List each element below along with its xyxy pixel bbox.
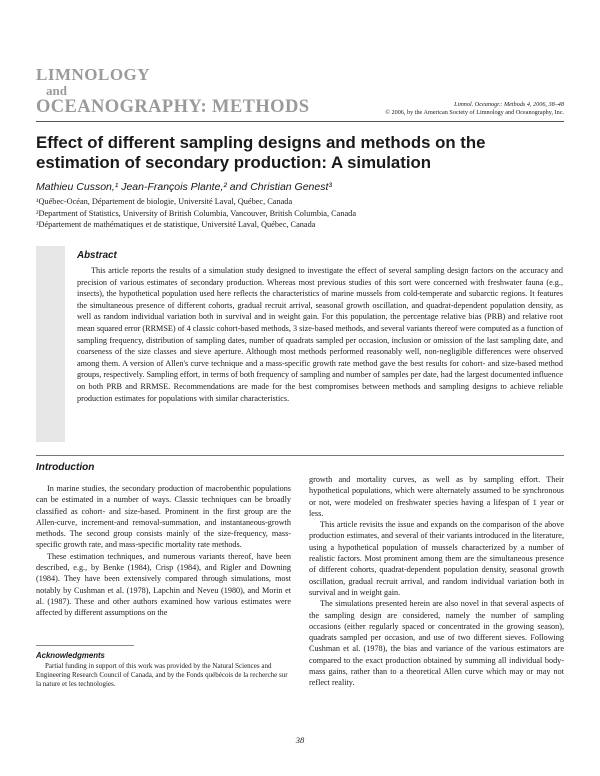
acknowledgments [36,651,288,689]
acknowledgments-text: Partial funding in support of this work was provided by the Natural Sciences and Engineering Research Council of Canada, and by the Fonds québécois de la recherche sur la nature et les technologies. [36,662,288,688]
article-title: Effect of different sampling designs and methods on the estimation of secondary production: A simulation [36,133,486,172]
affiliations [36,196,356,231]
journal-logo [36,66,309,117]
intro-paragraph: growth and mortality curves, as well as by sampling effort. Their hypothetical populations, which were alternately assumed to be synchronous or not, were modeled on freshwater species having a lifespan of 1 year or less. [309,475,564,518]
left-column [36,483,291,619]
affiliation-1: ¹Québec-Océan, Département de biologie, Université Laval, Québec, Canada [36,197,293,206]
citation-reference: Limnol. Oceanogr.: Methods 4, 2006, 38–48 [454,101,564,108]
copyright-notice: © 2006, by the American Society of Limnology and Oceanography, Inc. [385,109,564,116]
page-number: 38 [295,735,305,745]
right-column [309,474,564,689]
author-list: Mathieu Cusson,¹ Jean-François Plante,² and Christian Genest³ [36,181,332,193]
abstract-divider [36,455,564,456]
journal-name-line1: LIMNOLOGY [36,65,151,84]
citation-block [385,101,564,117]
intro-paragraph: This article revisits the issue and expands on the comparison of the above production estimates, and several of their variants introduced in the literature, using a hypothetical population of mussels characterized by a number of realistic factors. Most prominent among them are the simultaneous presence of different cohorts, quadrat-dependent population density, seasonal growth oscillation, gradual recruit arrival, and random individual variation both in survival and in weight gain. [309,520,564,597]
journal-name-line2: and [46,83,67,98]
intro-paragraph: These estimation techniques, and numerous variants thereof, have been described, e.g., by Benke (1984), Crisp (1984), and Rigler and Downing (1984). They have been extensively compared through simulations, most notably by Cushman et al. (1978), Lapchin and Neveu (1980), and Morin et al. (1987). These and other authors examined how various estimates were affected by different assumptions on the [36,551,291,618]
header-divider [36,121,564,122]
acknowledgments-heading: Acknowledgments [36,651,105,660]
intro-paragraph: In marine studies, the secondary production of macrobenthic populations can be estimated in a number of ways. Classic techniques can be broadly classified as cohort- and size-based. Prominent in the first group are the Allen-curve, increment-and removal-summation, and instantaneous-growth methods. The second group consists mainly of the size-frequency, mass-specific growth rate, and mass-specific mortality rate methods. [36,484,291,550]
intro-paragraph: The simulations presented herein are also novel in that several aspects of the sampling design are considered, namely the number of sampling occasions (either regularly spaced or concentrated in the growing season), quadrats sampled per occasion, and use of two different sieves. Following Cushman et al. (1978), the bias and variance of the various estimators are compared to the exact production obtained by summing all individual body-mass gains, rather than to a theoretical Allen curve which may or may not reflect reality. [309,599,564,688]
abstract-heading: Abstract [77,250,117,261]
abstract-sidebar [36,246,65,442]
journal-name-line3: OCEANOGRAPHY: METHODS [36,97,310,117]
abstract-text: This article reports the results of a simulation study designed to investigate the effect of several sampling design factors on the accuracy and precision of various estimates of secondary production. Whereas most previous studies of this sort were concerned with freshwater fauna (e.g., insects), the hypothetical population used here reflects the characteristics of marine mussels from cold-temperate and subarctic regions. It features the simultaneous presence of different cohorts, gradual recruit arrival, seasonal growth oscillation, and quadrat-dependent population density, as well as random individual variation both in survival and in weight gain. For this population, the percentage relative bias (PRB) and relative root mean squared error (RRMSE) of 4 classic cohort-based methods, 3 size-based methods, and several variants thereof were computed as a function of sampling frequency, distribution of sampling dates, number of quadrats sampled per occasion, inclusion or omission of the last sampling date, and coarseness of the size classes and sieve aperture. Although most methods performed reasonably well, non-negligible differences were observed among them. A version of Allen's curve technique and a mass-specific growth rate method gave the best results for cohort- and size-based method groups, respectively. Sampling effort, in terms of both frequency of sampling and number of samples per date, had the largest documented influence on both PRB and RRMSE. Recommendations are made for the best compromises between methods and sampling designs to achieve reliable production estimates for populations with similar characteristics. [77,266,563,403]
affiliation-2: ²Department of Statistics, University of British Columbia, Vancouver, British Columbia, Canada [36,208,357,218]
footnote-divider [36,645,134,646]
affiliation-3: ³Département de mathématiques et de statistique, Université Laval, Québec, Canada [36,220,316,230]
introduction-heading: Introduction [36,462,95,473]
